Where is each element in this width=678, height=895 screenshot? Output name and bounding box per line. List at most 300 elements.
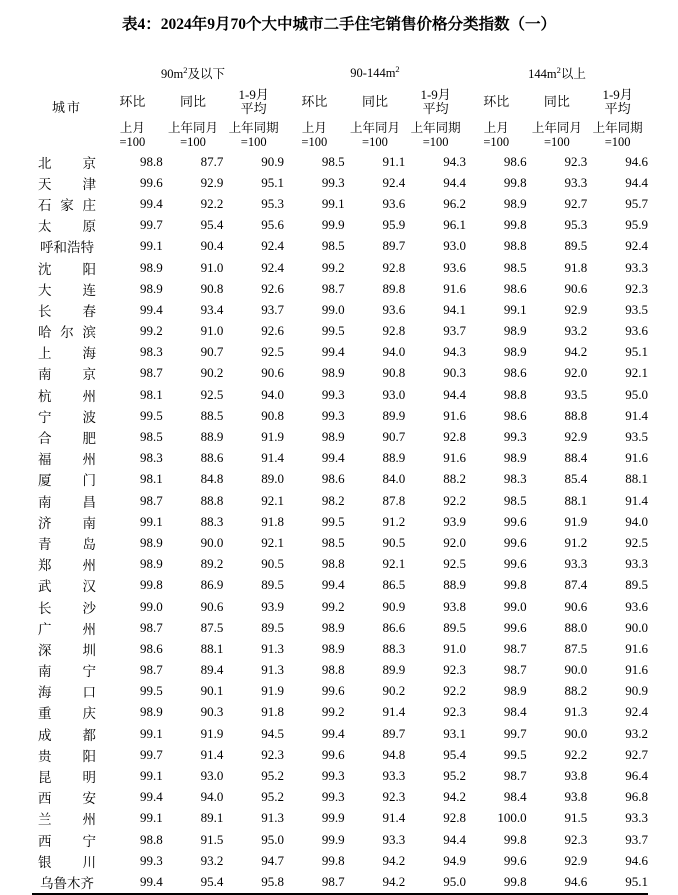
table-cell-value: 92.9 [564,429,588,445]
row-header-city [32,723,102,744]
table-cell-value: 91.2 [564,534,588,550]
table-cell-value: 92.2 [200,195,224,211]
table-cell-value: 91.9 [261,683,284,699]
city-name: 上海 [38,346,97,362]
table-cell-value: 98.9 [139,534,163,550]
row-header-city [32,660,102,681]
table-cell-value: 99.6 [503,556,527,572]
column-header-g0-avg [223,85,284,119]
table-row [32,744,648,765]
table-cell-value: 93.1 [443,725,466,741]
header-row-groups [32,61,648,85]
column-header-g1-yoy [345,85,406,119]
group-header-2-pre: 144m [528,67,557,81]
table-cell-value: 98.3 [139,344,163,360]
city-name: 广州 [38,621,97,637]
city-name: 南昌 [38,494,97,510]
table-row [32,257,648,278]
table-cell-value: 93.6 [625,598,648,614]
city-name: 西宁 [38,833,97,849]
table-cell-value: 95.6 [261,217,284,233]
table-cell-value: 98.7 [503,768,527,784]
city-name: 银川 [38,854,97,870]
table-cell-value: 98.9 [321,619,345,635]
table-cell-value: 92.8 [443,810,466,826]
baseline-g0-avg-l2: =100 [240,135,267,149]
table-cell-value: 95.7 [625,195,648,211]
table-cell-value: 93.9 [261,598,284,614]
table-cell-value: 89.9 [382,662,406,678]
row-header-city [32,511,102,532]
table-cell-value: 95.1 [625,344,648,360]
table-cell-value: 90.6 [200,598,224,614]
baseline-g2-avg-l2: =100 [604,135,631,149]
table-cell-value: 93.5 [625,429,648,445]
table-cell-value: 98.8 [321,556,345,572]
table-cell-value: 88.9 [200,429,224,445]
table-cell-value: 95.4 [443,746,466,762]
baseline-g2-avg [587,119,648,151]
city-name: 呼和浩特 [40,240,95,256]
table-cell-value: 93.6 [625,323,648,339]
table-cell-value: 93.2 [200,852,224,868]
table-cell-value: 99.7 [139,217,163,233]
table-cell-value: 91.4 [261,450,284,466]
table-cell-value: 93.6 [443,259,466,275]
table-cell-value: 93.3 [382,831,406,847]
baseline-g2-avg-l1: 上年同期 [592,121,643,135]
baseline-g0-mom [102,119,163,151]
table-cell-value: 98.7 [139,619,163,635]
table-row [32,638,648,659]
table-cell-value: 89.0 [261,471,284,487]
table-cell-value: 98.5 [139,429,163,445]
city-name: 南京 [38,367,97,383]
table-cell-value: 92.3 [564,831,588,847]
table-cell-value: 98.6 [139,640,163,656]
table-cell-value: 98.9 [503,683,527,699]
table-cell-value: 90.0 [564,662,588,678]
table-cell-value: 92.0 [443,534,466,550]
table-cell-value: 91.9 [564,513,588,529]
table-cell-value: 90.1 [200,683,224,699]
table-cell-value: 91.4 [625,407,648,423]
table-cell-value: 88.0 [564,619,588,635]
table-cell-value: 91.3 [261,810,284,826]
city-name: 重庆 [38,706,97,722]
table-cell-value: 98.6 [321,471,345,487]
table-cell-value: 90.9 [382,598,406,614]
table-cell-value: 98.8 [139,153,163,169]
table-cell-value: 93.4 [200,301,224,317]
column-header-g0-avg-l2: 平均 [240,101,267,116]
table-cell-value: 92.9 [564,852,588,868]
column-header-g2-avg-l2: 平均 [604,101,631,116]
table-cell-value: 92.9 [200,174,224,190]
city-name: 哈尔滨 [38,325,97,341]
table-cell-value: 84.8 [200,471,224,487]
table-cell-value: 98.5 [321,238,345,254]
table-cell-value: 95.1 [587,871,648,893]
table-cell-value: 91.3 [261,640,284,656]
row-header-city [32,829,102,850]
row-header-city [32,426,102,447]
table-cell-value: 99.1 [139,768,163,784]
table-cell-value: 91.5 [564,810,588,826]
table-row [32,660,648,681]
table-cell-value: 92.4 [625,704,648,720]
table-cell-value: 90.9 [625,683,648,699]
table-cell-value: 88.8 [200,492,224,508]
table-cell-value: 99.3 [321,174,345,190]
table-row [32,532,648,553]
table-cell-value: 99.8 [466,871,527,893]
header-row-measures [32,85,648,119]
row-header-city [32,744,102,765]
table-cell-value: 96.4 [625,768,648,784]
table-cell-value: 88.3 [200,513,224,529]
city-name: 沈阳 [38,261,97,277]
group-header-1-pre: 90-144m [350,65,396,80]
table-cell-value: 88.1 [564,492,588,508]
city-name: 杭州 [38,388,97,404]
table-cell-value: 88.1 [200,640,224,656]
table-cell-value: 93.0 [382,386,406,402]
city-name: 乌鲁木齐 [40,875,95,891]
table-cell-value: 86.5 [382,577,406,593]
table-cell-value: 90.6 [261,365,284,381]
table-cell-value: 92.4 [382,174,406,190]
table-body [32,151,648,894]
table-cell-value: 99.8 [503,577,527,593]
table-cell-value: 98.6 [503,153,527,169]
table-cell-value: 90.5 [261,556,284,572]
table-cell-value: 99.9 [321,831,345,847]
table-cell-value: 98.9 [321,429,345,445]
page-title: 表4：2024年9月70个大中城市二手住宅销售价格分类指数（一） [121,16,556,33]
table-cell-value: 88.9 [382,450,406,466]
table-cell-value: 91.6 [625,662,648,678]
table-cell-value: 91.3 [261,662,284,678]
table-cell-value: 86.9 [200,577,224,593]
column-header-g2-mom [466,85,527,119]
row-header-city [32,321,102,342]
table-cell-value: 98.5 [321,534,345,550]
city-name: 长春 [38,303,97,319]
group-header-1-sup: 2 [395,63,400,74]
table-cell-value: 95.0 [625,386,648,402]
table-cell-value: 98.9 [503,450,527,466]
table-row [32,808,648,829]
baseline-g2-mom-l1: 上月 [483,121,509,135]
table-cell-value: 98.9 [139,556,163,572]
table-cell-value: 87.8 [382,492,406,508]
column-header-g1-avg-l1: 1-9月 [420,87,451,103]
column-header-g0-yoy [163,85,224,119]
table-cell-value: 87.5 [200,619,224,635]
table-cell-value: 93.3 [625,259,648,275]
column-header-g2-avg [587,85,648,119]
table-cell-value: 95.1 [261,174,284,190]
table-cell-value: 88.4 [564,450,588,466]
price-index-table [32,61,648,895]
table-cell-value: 98.9 [503,195,527,211]
baseline-g2-mom [466,119,527,151]
table-cell-value: 99.8 [139,577,163,593]
row-header-city [32,808,102,829]
row-header-city [32,363,102,384]
row-header-city [32,257,102,278]
table-cell-value: 99.3 [321,386,345,402]
table-cell-value: 93.9 [443,513,466,529]
table-cell-value: 90.3 [443,365,466,381]
table-cell-value: 94.9 [443,852,466,868]
table-cell-value: 95.0 [405,871,466,893]
table-cell-value: 88.3 [382,640,406,656]
table-cell-value: 90.9 [261,153,284,169]
table-cell-value: 84.0 [382,471,406,487]
row-header-city [32,193,102,214]
table-cell-value: 94.2 [564,344,588,360]
table-row [32,575,648,596]
table-cell-value: 90.3 [200,704,224,720]
table-cell-value: 92.8 [382,259,406,275]
city-name: 南宁 [38,664,97,680]
group-header-2-post: 以上 [560,67,586,81]
table-cell-value: 98.1 [139,471,163,487]
baseline-g1-avg-l1: 上年同期 [410,121,461,135]
table-row [32,363,648,384]
city-name: 武汉 [38,579,97,595]
table-cell-value: 93.3 [625,810,648,826]
table-cell-value: 93.6 [382,195,406,211]
table-cell-value: 92.3 [261,746,284,762]
table-cell-value: 95.8 [223,871,284,893]
table-cell-value: 90.2 [382,683,406,699]
table-cell-value: 90.8 [261,407,284,423]
column-header-g2-avg-l1: 1-9月 [602,87,633,103]
table-cell-value: 98.7 [284,871,345,893]
row-header-city [32,765,102,786]
table-cell-value: 98.4 [503,704,527,720]
table-cell-value: 98.9 [139,259,163,275]
baseline-g0-yoy-l1: 上年同月 [168,121,219,135]
baseline-g1-yoy [345,119,406,151]
price-index-table-container [32,61,648,895]
table-cell-value: 99.8 [503,831,527,847]
table-cell-value: 99.2 [321,259,345,275]
table-cell-value: 99.6 [503,619,527,635]
table-row [32,681,648,702]
table-cell-value: 98.3 [139,450,163,466]
table-cell-value: 99.8 [503,174,527,190]
table-row [32,405,648,426]
table-cell-value: 90.6 [564,280,588,296]
city-name: 福州 [38,452,97,468]
table-cell-value: 90.7 [200,344,224,360]
table-cell-value: 90.4 [200,238,224,254]
table-row [32,511,648,532]
table-row [32,850,648,871]
table-row [32,193,648,214]
table-cell-value: 91.2 [382,513,406,529]
table-cell-value: 99.0 [503,598,527,614]
table-cell-value: 91.5 [200,831,224,847]
table-cell-value: 93.5 [625,301,648,317]
city-name: 合肥 [38,431,97,447]
table-row [32,342,648,363]
table-head [32,61,648,151]
city-name: 海口 [38,685,97,701]
table-cell-value: 91.6 [443,450,466,466]
table-cell-value: 92.3 [564,153,588,169]
row-header-city [32,554,102,575]
table-cell-value: 99.6 [503,852,527,868]
table-cell-value: 92.5 [200,386,224,402]
baseline-g0-mom-l1: 上月 [119,121,145,135]
city-name: 大连 [38,282,97,298]
table-cell-value: 87.4 [564,577,588,593]
city-name: 郑州 [38,558,97,574]
table-cell-value: 99.2 [139,323,163,339]
table-cell-value: 98.9 [139,704,163,720]
baseline-g2-mom-l2: =100 [483,135,510,149]
table-row [32,384,648,405]
baseline-g2-yoy-l1: 上年同月 [531,121,582,135]
table-cell-value: 96.2 [443,195,466,211]
city-name: 天津 [38,176,97,192]
baseline-g1-avg-l2: =100 [422,135,449,149]
table-cell-value: 94.4 [625,174,648,190]
column-header-g2-mom-l1: 环比 [483,94,510,110]
table-cell-value: 89.5 [625,577,648,593]
table-cell-value: 95.0 [261,831,284,847]
table-cell-value: 90.8 [200,280,224,296]
table-cell-value: 96.8 [625,789,648,805]
column-header-g0-yoy-l1: 同比 [180,94,207,110]
table-cell-value: 92.6 [261,280,284,296]
baseline-g1-mom-l2: =100 [301,135,328,149]
table-cell-value: 92.4 [625,238,648,254]
table-cell-value: 98.9 [503,344,527,360]
city-name: 宁波 [38,409,97,425]
table-cell-value: 89.5 [261,577,284,593]
table-cell-value: 91.4 [382,810,406,826]
table-cell-value: 96.1 [443,217,466,233]
table-cell-value: 99.0 [321,301,345,317]
table-cell-value: 91.4 [382,704,406,720]
table-cell-value: 90.0 [625,619,648,635]
table-cell-value: 99.3 [503,429,527,445]
row-header-city [32,448,102,469]
table-cell-value: 99.9 [321,810,345,826]
group-header-0-post: 及以下 [187,67,226,81]
baseline-g0-mom-l2: =100 [119,135,146,149]
table-cell-value: 93.0 [200,768,224,784]
baseline-g0-avg-l1: 上年同期 [228,121,279,135]
table-cell-value: 98.7 [139,492,163,508]
table-cell-value: 98.9 [321,365,345,381]
row-header-city [32,575,102,596]
baseline-g1-avg [405,119,466,151]
table-cell-value: 90.2 [200,365,224,381]
table-cell-value: 91.0 [200,259,224,275]
table-cell-value: 94.2 [345,871,406,893]
baseline-g1-mom-l1: 上月 [301,121,327,135]
column-header-g0-mom [102,85,163,119]
table-cell-value: 95.3 [564,217,588,233]
table-cell-value: 93.2 [564,323,588,339]
city-name: 石家庄 [38,197,97,213]
table-cell-value: 98.7 [139,662,163,678]
table-cell-value: 95.3 [261,195,284,211]
table-cell-value: 99.0 [139,598,163,614]
table-cell-value: 93.3 [564,556,588,572]
table-cell-value: 92.3 [625,280,648,296]
table-cell-value: 98.8 [139,831,163,847]
table-cell-value: 92.5 [625,534,648,550]
column-header-g2-yoy [527,85,588,119]
table-cell-value: 98.3 [503,471,527,487]
table-cell-value: 99.4 [321,725,345,741]
table-cell-value: 98.5 [321,153,345,169]
table-cell-value: 89.5 [564,238,588,254]
table-cell-value: 94.6 [625,852,648,868]
table-cell-value: 99.5 [321,323,345,339]
row-header-city [32,405,102,426]
table-row [32,299,648,320]
table-cell-value: 94.6 [625,153,648,169]
table-cell-value: 93.0 [443,238,466,254]
table-cell-value: 91.4 [625,492,648,508]
table-cell-value: 99.6 [321,746,345,762]
table-cell-value: 93.3 [625,556,648,572]
column-header-g2-yoy-l1: 同比 [543,94,570,110]
table-row [32,596,648,617]
column-header-city: 城市 [52,99,83,115]
table-cell-value: 98.7 [503,662,527,678]
table-cell-value: 98.9 [139,280,163,296]
baseline-g1-yoy-l1: 上年同月 [349,121,400,135]
table-cell-value: 89.7 [382,725,406,741]
table-cell-value: 89.5 [261,619,284,635]
baseline-g0-yoy-l2: =100 [180,135,206,149]
city-name: 深圳 [38,642,97,658]
table-cell-value: 93.8 [564,768,588,784]
row-header-city [32,215,102,236]
group-header-0-sup: 2 [183,64,188,75]
table-cell-value: 89.1 [200,810,224,826]
table-cell-value: 94.4 [443,386,466,402]
table-cell-value: 93.8 [564,789,588,805]
table-cell-value: 94.4 [443,831,466,847]
row-header-city [32,702,102,723]
column-header-g0-avg-l1: 1-9月 [238,87,269,103]
table-cell-value: 90.0 [200,534,224,550]
table-cell-value: 99.4 [321,450,345,466]
table-row [32,172,648,193]
table-cell-value: 85.4 [564,471,588,487]
city-name: 青岛 [38,536,97,552]
table-cell-value: 88.2 [564,683,588,699]
city-name: 济南 [38,515,97,531]
table-cell-value: 88.5 [200,407,224,423]
table-cell-value: 99.6 [139,174,163,190]
table-cell-value: 99.1 [139,513,163,529]
table-cell-value: 91.8 [261,513,284,529]
table-cell-value: 98.1 [139,386,163,402]
city-name: 长沙 [38,600,97,616]
